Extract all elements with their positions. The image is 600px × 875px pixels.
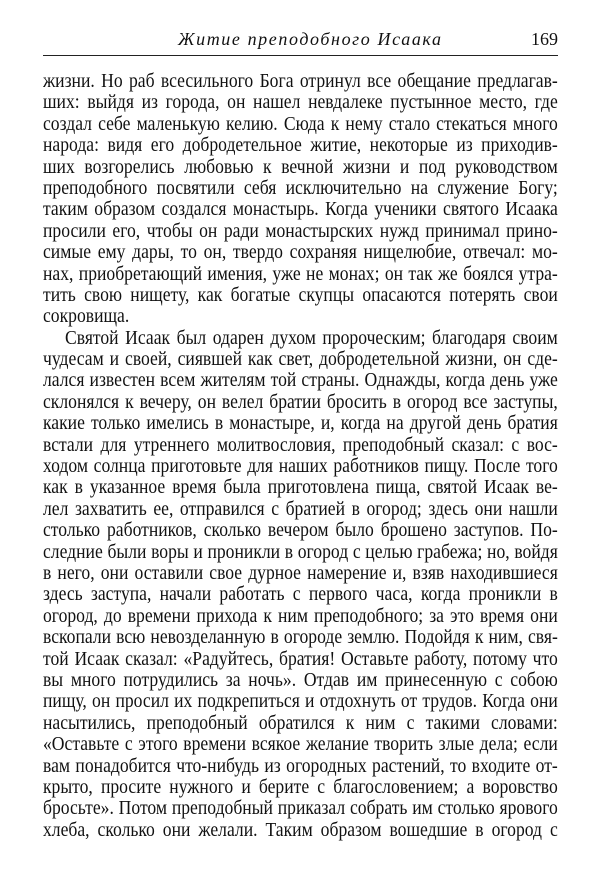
paragraph: [43, 328, 558, 841]
text-line: насытились, преподобный обратился к ним с такими словами:: [43, 712, 558, 734]
text-line: вы много потрудились за ночь». Отдав им принесенную с собою: [43, 669, 558, 691]
text-line: чудесам и своей, сиявшей как свет, добродетельной жизни, он сде-: [43, 349, 558, 371]
text-line: ших: выйдя из города, он нашел невдалеке пустынное место, где: [43, 92, 558, 114]
text-line: следние были воры и проникли в огород с целью грабежа; но, войдя: [43, 541, 558, 563]
text-line: тить свою нищету, как богатые скупцы опасаются потерять свои: [43, 284, 558, 306]
text-line: хлеба, сколько они желали. Таким образом вошедшие в огород с: [43, 819, 558, 841]
running-title: Житие преподобного Исаака: [178, 29, 443, 49]
text-line: таким образом создался монастырь. Когда ученики святого Исаака: [43, 199, 558, 221]
paragraph: [43, 71, 558, 328]
text-line: в него, они оставили свое дурное намерение и, взяв находившиеся: [43, 562, 558, 584]
text-line: встали для утреннего молитвословия, преподобный сказал: с вос-: [43, 434, 558, 456]
text-line: нах, приобретающий имения, уже не монах; он так же боялся утра-: [43, 263, 558, 285]
page-body: [43, 71, 558, 841]
text-line: склонялся к вечеру, он велел братии бросить в огород все заступы,: [43, 391, 558, 413]
text-line: просили его, чтобы он ради монастырских нужд принимал прино-: [43, 220, 558, 242]
text-line: симые ему дары, то он, твердо сохраняя нищелюбие, отвечал: мо-: [43, 242, 558, 264]
text-line: народа: видя его добродетельное житие, некоторые из приходив-: [43, 135, 558, 157]
text-line: лел захватить ее, отправился с братией в огород; здесь они нашли: [43, 498, 558, 520]
text-line: Святой Исаак был одарен духом пророческим; благодаря своим: [65, 327, 558, 349]
text-line: столько работников, сколько вечером было брошено заступов. По-: [43, 520, 558, 542]
text-line: той Исаак сказал: «Радуйтесь, братия! Оставьте работу, потому что: [43, 648, 558, 670]
text-line: огород, до времени прихода к ним преподобного; за это время они: [43, 605, 558, 627]
page-number: 169: [531, 29, 558, 49]
text-line: пищу, он просил их подкрепиться и отдохнуть от трудов. Когда они: [43, 691, 558, 713]
text-line: вскопали всю невозделанную в огороде землю. Подойдя к ним, свя-: [43, 627, 558, 649]
text-line: преподобного посвятили себя исключительно на служение Богу;: [43, 177, 558, 199]
text-line: создал себе маленькую келию. Сюда к нему стало стекаться много: [43, 113, 558, 135]
text-line: ходом солнца приготовьте для наших работников пищу. После того: [43, 456, 558, 478]
text-line: бросьте». Потом преподобный приказал собрать им столько ярового: [43, 798, 558, 820]
text-line: сокровища.: [43, 306, 130, 328]
text-line: лался известен всем жителям той страны. Однажды, когда день уже: [43, 370, 558, 392]
text-line: вам понадобится что-нибудь из огородных растений, то входите от-: [43, 755, 558, 777]
text-line: «Оставьте с этого времени всякое желание творить злые дела; если: [43, 734, 558, 756]
text-line: какие только имелись в монастыре, и, когда на другой день братия: [43, 413, 558, 435]
text-line: здесь заступа, начали работать с первого часа, когда проникли в: [43, 584, 558, 606]
text-line: жизни. Но раб всесильного Бога отринул все обещание предлагав-: [43, 71, 558, 92]
text-line: ших возгорелись любовью к вечной жизни и под руководством: [43, 156, 558, 178]
header-rule: [43, 55, 558, 56]
text-line: как в указанное время была приготовлена пища, святой Исаак ве-: [43, 477, 558, 499]
text-line: крыто, просите нужного и берите с благословением; а воровство: [43, 776, 558, 798]
